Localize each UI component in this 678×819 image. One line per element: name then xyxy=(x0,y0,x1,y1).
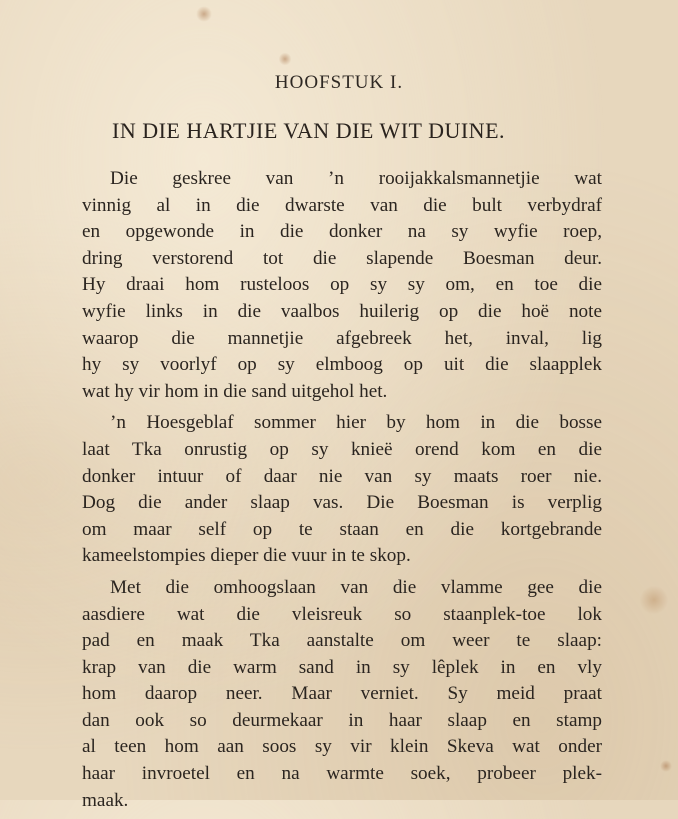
chapter-label: HOOFSTUK I. xyxy=(274,72,404,93)
text-line: vinnig al in die dwarste van die bult verbydraf xyxy=(82,194,602,216)
text-line: haar invroetel en na warmte soek, probeer plek- xyxy=(82,763,602,785)
text-line: Dog die ander slaap vas. Die Boesman is verplig xyxy=(82,492,602,514)
text-line: Met die omhoogslaan van die vlamme gee die xyxy=(110,576,602,598)
text-line: aasdiere wat die vleisreuk so staanplek-toe lok xyxy=(82,603,602,625)
body-text xyxy=(82,166,602,819)
paper-stain xyxy=(660,760,672,772)
text-line: krap van die warm sand in sy lêplek in en vly xyxy=(82,656,602,678)
text-line: laat Tka onrustig op sy knieë orend kom en die xyxy=(82,438,602,460)
text-line: Die geskree van ’n rooijakkalsmannetjie wat xyxy=(110,168,602,189)
paragraph xyxy=(82,575,602,814)
paragraph xyxy=(82,410,602,570)
paper-stain xyxy=(640,585,668,615)
paper-stain xyxy=(196,6,212,22)
text-line: kameelstompies dieper die vuur in te skop. xyxy=(82,545,411,567)
text-line: dring verstorend tot die slapende Boesman deur. xyxy=(82,247,602,269)
text-line: hom daarop neer. Maar verniet. Sy meid praat xyxy=(82,683,602,705)
text-line: hy sy voorlyf op sy elmboog op uit die slaapplek xyxy=(82,354,602,376)
text-line: om maar self op te staan en die kortgebrande xyxy=(82,518,602,540)
text-line: dan ook so deurmekaar in haar slaap en stamp xyxy=(82,709,602,731)
text-line: al teen hom aan soos sy vir klein Skeva wat onder xyxy=(82,736,602,758)
text-line: Hy draai hom rusteloos op sy sy om, en toe die xyxy=(82,274,602,296)
paragraph xyxy=(82,166,602,405)
text-line: maak. xyxy=(82,789,129,811)
paper-stain xyxy=(279,52,291,66)
text-line: wat hy vir hom in die sand uitgehol het. xyxy=(82,380,388,402)
text-line: donker intuur of daar nie van sy maats roer nie. xyxy=(82,465,602,487)
text-line: ’n Hoesgeblaf sommer hier by hom in die bosse xyxy=(110,412,602,434)
chapter-title: IN DIE HARTJIE VAN DIE WIT DUINE. xyxy=(112,118,506,143)
text-line: waarop die mannetjie afgebreek het, inval, lig xyxy=(82,327,602,349)
text-line: wyfie links in die vaalbos huilerig op die hoë note xyxy=(82,300,602,322)
text-line: en opgewonde in die donker na sy wyfie roep, xyxy=(82,221,602,243)
text-line: pad en maak Tka aanstalte om weer te slaap: xyxy=(82,630,602,652)
